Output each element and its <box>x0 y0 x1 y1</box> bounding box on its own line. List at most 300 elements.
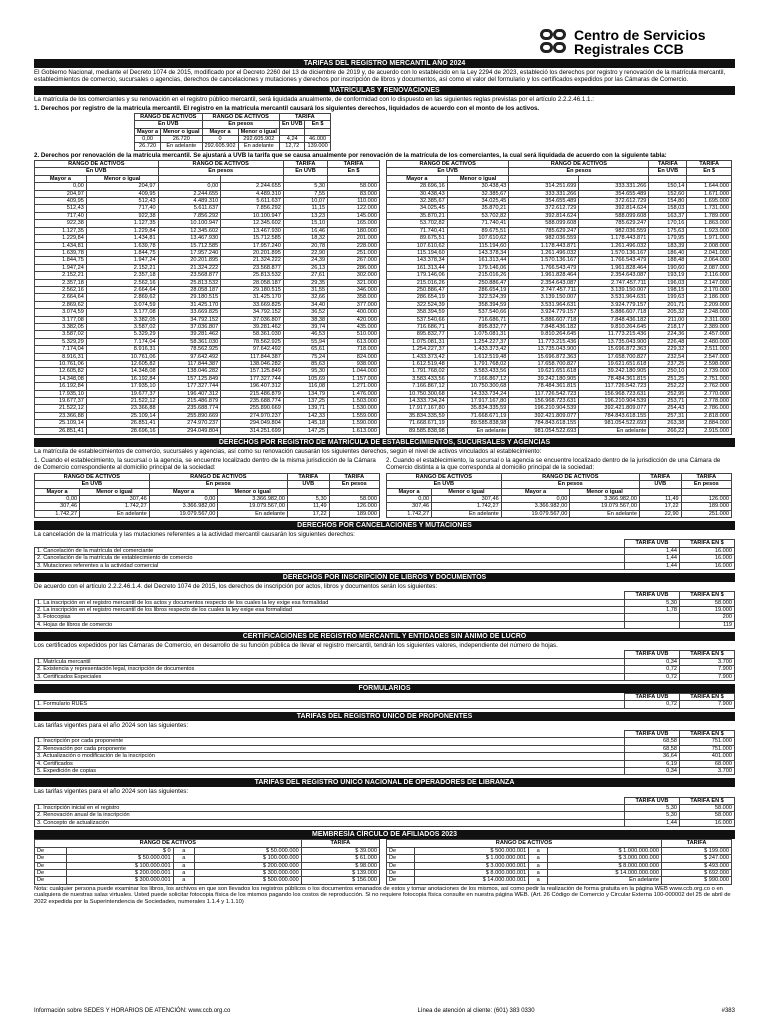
table-cell: 3.583.433,56 <box>447 368 509 375</box>
table-cell: 2. La inscripción en el registro mercantil de los libros respecto de los cuales la ley exige esa formalidad <box>35 606 625 613</box>
table-cell: 11.773.215.436 <box>579 331 649 338</box>
table-cell: 190,60 <box>649 264 687 271</box>
table-cell: 218,17 <box>649 323 687 330</box>
table-cell: 196.210.904.539 <box>579 398 649 405</box>
table-cell: 294.049.804 <box>221 420 284 427</box>
table-cell: 28.058.187 <box>158 286 221 293</box>
footer-info: Información sobre SEDES Y HORARIOS DE ATENCIÓN: www.ccb.org.co <box>34 1008 231 1014</box>
table-header <box>35 592 625 599</box>
libranza-table <box>34 797 735 828</box>
table-cell: 32.385,67 <box>387 198 448 205</box>
table-cell: a <box>529 855 548 862</box>
table-cell: 24,39 <box>283 257 327 264</box>
table-cell: 26.720 <box>161 136 202 143</box>
footer-phone: Línea de atención al cliente: (601) 383 0330 <box>417 1008 535 1014</box>
table-cell: 0,00 <box>35 495 80 502</box>
table-cell: 1.254.227,37 <box>447 338 509 345</box>
table-cell: 1.178.443.871 <box>579 235 649 242</box>
table-row <box>35 658 735 665</box>
table-cell: 1.947,24 <box>35 264 87 271</box>
table-cell: 39.281.462 <box>158 331 221 338</box>
table-cell: 20,78 <box>283 242 327 249</box>
table-row <box>387 398 732 405</box>
table-cell: 346.000 <box>328 286 380 293</box>
table-row <box>35 614 735 621</box>
table-header <box>287 488 329 495</box>
table-row <box>35 510 380 517</box>
table-cell: 25.813.532 <box>221 272 284 279</box>
table-cell: En adelante <box>161 143 202 150</box>
table-cell: 250.886,47 <box>387 286 448 293</box>
table-cell: 1.961.828.464 <box>579 264 649 271</box>
table-header: Mayor a <box>501 488 570 495</box>
table-cell: 895.832,77 <box>447 323 509 330</box>
membresia-table-right <box>386 839 732 884</box>
section-proponentes: TARIFAS DEL REGISTRO ÚNICO DE PROPONENTES <box>34 712 735 721</box>
table-header: TARIFA <box>301 840 379 847</box>
table-cell: 3.177,08 <box>35 316 87 323</box>
table-cell: 5.611.637 <box>158 205 221 212</box>
table-cell: 1,78 <box>625 606 680 613</box>
table-row <box>35 361 380 368</box>
table-row <box>35 390 380 397</box>
table-cell: 215.486.879 <box>158 398 221 405</box>
table-cell: 7.900 <box>680 666 735 673</box>
section-establecimientos: DERECHOS POR REGISTRO DE MATRÍCULA DE ESTABLECIMIENTOS, SUCURSALES Y AGENCIAS <box>34 438 735 447</box>
table-header <box>649 175 687 182</box>
table-cell: 250,10 <box>649 368 687 375</box>
formularios-table <box>34 693 735 709</box>
table-cell: 784.843.618.155 <box>509 420 579 427</box>
table-header <box>639 488 681 495</box>
table-cell: 2.739.000 <box>687 368 732 375</box>
table-cell: 3.583.433,56 <box>387 375 448 382</box>
table-cell: 1,44 <box>625 562 680 569</box>
table-cell: 19.079.567,00 <box>570 503 640 510</box>
table-cell: 35.834.335,59 <box>447 405 509 412</box>
table-cell: 19.079.567,00 <box>501 510 570 517</box>
table-row <box>35 331 380 338</box>
table-header <box>35 651 625 658</box>
table-cell: 1. La inscripción en el registro mercantil de los actos y documentos respecto de los cuales la ley exige esa formalidad <box>35 599 625 606</box>
table-cell: 198,15 <box>649 286 687 293</box>
table-header: RANGO DE ACTIVOS <box>158 161 283 168</box>
table-cell: 143.378,34 <box>447 249 509 256</box>
table-cell: 1.789.000 <box>687 212 732 219</box>
table-header: RANGO DE ACTIVOS <box>387 473 502 480</box>
table-cell: 2. Cancelación de la matrícula de establecimiento de comercio <box>35 555 625 562</box>
table-cell: $ 199.000 <box>661 847 731 854</box>
table-cell: 5.329,29 <box>86 331 158 338</box>
table-cell: 5,30 <box>625 805 680 812</box>
table-cell: a <box>529 847 548 854</box>
table-row <box>387 847 732 854</box>
table-cell: 7.166.867,12 <box>447 375 509 382</box>
table-cell: 1.127,35 <box>35 227 87 234</box>
table-cell: 201,71 <box>649 301 687 308</box>
table-cell: 2.064.000 <box>687 257 732 264</box>
table-cell: 2.664,64 <box>86 286 158 293</box>
table-cell: $ 500.000.000 <box>194 877 301 884</box>
table-row <box>387 301 732 308</box>
table-cell: 2. Existencia y representación legal, inscripción de documentos <box>35 666 625 673</box>
table-cell: 1.961.828.464 <box>509 272 579 279</box>
brand-line2: Registrales CCB <box>574 41 684 57</box>
table-header <box>35 694 625 701</box>
table-row <box>387 405 732 412</box>
table-cell: 294.049.804 <box>158 427 221 434</box>
table-cell: $ 3.000.000.001 <box>415 862 529 869</box>
table-cell: 189.000 <box>681 503 731 510</box>
table-header: Menor o igual <box>80 488 150 495</box>
table-cell: 107.610,62 <box>447 235 509 242</box>
table-cell: 179.146,06 <box>447 264 509 271</box>
table-cell: 17.917.167,80 <box>387 405 448 412</box>
table-cell: 117.844.387 <box>221 353 284 360</box>
table-cell: 16.000 <box>680 819 735 826</box>
table-cell: 1. Formulario RUES <box>35 701 625 708</box>
table-cell: 21.522,12 <box>86 398 158 405</box>
table-cell: En adelante <box>218 510 288 517</box>
table-header: RANGO DE ACTIVOS <box>35 473 150 480</box>
table-cell: 3.366.982,00 <box>218 495 288 502</box>
table-cell: 2.747.457.711 <box>579 279 649 286</box>
table-cell: 1.434,81 <box>35 242 87 249</box>
table-cell: 358.394,59 <box>387 309 448 316</box>
table-cell: 177.327.744 <box>221 375 284 382</box>
table-header: TARIFA UVB <box>625 592 680 599</box>
table-cell: 354.655.489 <box>509 198 579 205</box>
table-cell: 156.968.723.631 <box>509 398 579 405</box>
table-cell: 1.157.000 <box>328 375 380 382</box>
matricula-table <box>134 113 331 151</box>
section-text: La cancelación de la matrícula y las mutaciones referentes a la actividad mercantil causarán los siguientes derechos: <box>34 531 355 539</box>
table-cell: 358.394,59 <box>447 301 509 308</box>
table-cell: 232,54 <box>649 353 687 360</box>
table-cell: 58.000 <box>680 812 735 819</box>
table-row <box>35 503 380 510</box>
table-row <box>35 212 380 219</box>
table-header: RANGO DE ACTIVOS <box>35 161 159 168</box>
table-cell: 35.870,21 <box>387 212 448 219</box>
section-libros: DERECHOS POR INSCRIPCIÓN DE LIBROS Y DOCUMENTOS <box>34 573 735 582</box>
table-cell: 8.916,31 <box>35 353 87 360</box>
table-cell: 358.000 <box>328 294 380 301</box>
table-cell: 292.605.902 <box>202 143 238 150</box>
table-header <box>509 175 579 182</box>
table-cell: 5,30 <box>625 599 680 606</box>
table-header: TARIFA EN $ <box>680 540 735 547</box>
table-cell: 58.000 <box>680 805 735 812</box>
table-cell: 307,46 <box>35 503 80 510</box>
table-cell: 1.742,27 <box>35 510 80 517</box>
table-cell: 15.712.585 <box>158 242 221 249</box>
table-cell: 0,34 <box>625 658 680 665</box>
table-cell: 237,25 <box>649 361 687 368</box>
table-cell: 12.345.602 <box>158 227 221 234</box>
table-row <box>35 847 380 854</box>
table-cell: 1. Inscripción inicial en el registro <box>35 805 625 812</box>
table-cell: a <box>529 869 548 876</box>
table-cell: 333.331.266 <box>579 183 649 190</box>
table-cell: 2.751.000 <box>687 375 732 382</box>
table-cell: 226,48 <box>649 338 687 345</box>
table-cell: 71.740,41 <box>447 220 509 227</box>
table-header: Mayor a <box>387 488 432 495</box>
table-cell: 1.791.768,02 <box>447 361 509 368</box>
table-cell: 31.425.170 <box>158 301 221 308</box>
table-cell: 1.044.000 <box>328 368 380 375</box>
table-cell: 68,58 <box>625 745 680 752</box>
table-cell: 58.000 <box>680 599 735 606</box>
table-cell: 588.099.608 <box>579 212 649 219</box>
table-cell: $ 0 <box>66 847 173 854</box>
table-cell: 2.884.000 <box>687 420 732 427</box>
table-cell: 1.127,35 <box>86 220 158 227</box>
table-cell: 3.074,59 <box>35 309 87 316</box>
table-row <box>35 316 380 323</box>
table-cell: 19.000 <box>680 606 735 613</box>
table-cell: 512,43 <box>86 198 158 205</box>
table-row <box>387 412 732 419</box>
ccb-logo <box>540 28 706 56</box>
table-cell: 122.000 <box>328 205 380 212</box>
table-header: TARIFA <box>661 840 731 847</box>
table-cell: 982.036.559 <box>509 235 579 242</box>
table-header: UVB <box>639 481 681 488</box>
table-cell: 58.000 <box>329 495 379 502</box>
table-header: RANGO DE ACTIVOS <box>35 840 302 847</box>
table-cell: 1.971.000 <box>687 235 732 242</box>
table-header: TARIFA EN $ <box>680 731 735 738</box>
table-cell: 1.503.000 <box>328 398 380 405</box>
section-text: Las tarifas vigentes para el año 2024 son las siguientes: <box>34 721 189 729</box>
table-cell: 71.668.671,19 <box>447 412 509 419</box>
table-cell: 26.720 <box>135 143 161 150</box>
table-cell: 751.000 <box>680 745 735 752</box>
table-cell: 11.773.215.436 <box>509 338 579 345</box>
table-cell: 68.000 <box>680 760 735 767</box>
table-cell: $ 100.000.000 <box>194 855 301 862</box>
table-cell: 147,25 <box>283 427 327 434</box>
table-cell: 2.480.000 <box>687 338 732 345</box>
table-cell: 12,72 <box>279 143 305 150</box>
table-cell: 16.000 <box>680 547 735 554</box>
table-header: TARIFA <box>639 473 681 480</box>
table-cell: 117.726.542.723 <box>509 390 579 397</box>
table-header: En UVB <box>387 481 502 488</box>
table-cell: 1.261.496.032 <box>579 242 649 249</box>
table-cell: 1.731.000 <box>687 205 732 212</box>
table-row <box>35 427 380 434</box>
table-cell: De <box>387 847 415 854</box>
table-cell: 717,40 <box>86 205 158 212</box>
table-cell: $ 247.000 <box>661 855 731 862</box>
table-row <box>35 862 380 869</box>
table-cell: 392.421.809.077 <box>509 412 579 419</box>
table-header: RANGO DE ACTIVOS <box>501 473 639 480</box>
table-cell: 322.524,39 <box>387 301 448 308</box>
table-cell: 5. Expedición de copias <box>35 768 625 775</box>
table-cell: 895.832,77 <box>387 331 448 338</box>
table-cell: 2.152,21 <box>35 272 87 279</box>
table-cell: 36,52 <box>283 309 327 316</box>
table-cell: 392.421.809.077 <box>579 405 649 412</box>
section-libranza: TARIFAS DEL REGISTRO ÚNICO NACIONAL DE OPERADORES DE LIBRANZA <box>34 778 735 787</box>
table-cell: 32,66 <box>283 294 327 301</box>
proponentes-table <box>34 730 735 775</box>
table-cell: 117.726.542.723 <box>579 383 649 390</box>
table-row <box>387 279 732 286</box>
table-cell: $ 200.000.000 <box>194 862 301 869</box>
table-cell: 13,23 <box>283 212 327 219</box>
table-row <box>387 862 732 869</box>
table-cell: 15.696.872.363 <box>509 353 579 360</box>
table-cell: 228.000 <box>328 242 380 249</box>
table-cell: 193,19 <box>649 272 687 279</box>
table-cell: 68,58 <box>625 738 680 745</box>
table-cell: 1.766.543.479 <box>579 257 649 264</box>
table-cell: 46,53 <box>283 331 327 338</box>
table-cell: 1,44 <box>625 555 680 562</box>
table-cell: 307,46 <box>80 495 150 502</box>
table-cell: 2.209.000 <box>687 301 732 308</box>
table-cell: 89.585.838,98 <box>447 420 509 427</box>
table-cell: 254,43 <box>649 405 687 412</box>
table-cell: 20.201.895 <box>158 257 221 264</box>
table-cell: 409,95 <box>35 198 87 205</box>
table-row <box>387 198 732 205</box>
table-cell: 333.331.266 <box>509 190 579 197</box>
table-cell: 1.559.000 <box>328 412 380 419</box>
table-row <box>35 346 380 353</box>
table-row <box>35 753 735 760</box>
table-cell: 200 <box>680 614 735 621</box>
table-row <box>35 855 380 862</box>
table-header <box>328 175 380 182</box>
section-formularios: FORMULARIOS <box>34 684 735 693</box>
table-row <box>387 495 732 502</box>
table-cell: 1.613.000 <box>328 427 380 434</box>
th: Mayor a <box>202 128 238 135</box>
table-header: TARIFA UVB <box>625 694 680 701</box>
table-cell: 16.192,84 <box>35 383 87 390</box>
table-cell: 71.668.671,19 <box>387 420 448 427</box>
table-cell: 53.702,82 <box>387 220 448 227</box>
table-cell: 1.791.768,02 <box>387 368 448 375</box>
table-cell: 16.000 <box>680 562 735 569</box>
table-cell: 1.178.443.871 <box>509 242 579 249</box>
table-cell: 3.382,05 <box>35 323 87 330</box>
table-cell: 2.087.000 <box>687 264 732 271</box>
table-cell: 116,08 <box>283 383 327 390</box>
table-header <box>158 175 221 182</box>
table-cell: 255.890.669 <box>158 412 221 419</box>
table-header <box>329 488 379 495</box>
table-header <box>35 731 625 738</box>
table-cell: 10.100.947 <box>221 212 284 219</box>
table-cell: 1.612.519,48 <box>387 361 448 368</box>
table-header <box>35 540 625 547</box>
table-cell: 13.735.043.900 <box>579 338 649 345</box>
table-header: Mayor a <box>387 175 448 182</box>
table-cell: 157.125.849 <box>158 375 221 382</box>
table-cell: 139.000 <box>305 143 330 150</box>
table-header: En pesos <box>329 481 379 488</box>
table-cell: 28.058.187 <box>221 279 284 286</box>
table-cell: 36,64 <box>625 753 680 760</box>
table-header: En pesos <box>501 481 639 488</box>
table-cell: a <box>173 855 194 862</box>
section-text: 2. Cuando el establecimiento, la sucursal o la agencia se encuentre localizado dentro de la jurisdicción de una Cámara de Comercio distinta a la que corresponda al domicilio principal de la sociedad: <box>386 457 721 472</box>
table-cell: 15.712.585 <box>221 235 284 242</box>
table-cell: 2.116.000 <box>687 272 732 279</box>
table-cell: De <box>387 855 415 862</box>
table-row <box>387 383 732 390</box>
table-cell: 1.433.373,42 <box>447 346 509 353</box>
table-row <box>35 353 380 360</box>
table-row <box>387 205 732 212</box>
table-cell: 4.489.310 <box>158 198 221 205</box>
table-row <box>35 673 735 680</box>
table-cell: De <box>35 869 67 876</box>
table-cell: 2.457.000 <box>687 331 732 338</box>
section-text: 1. Cuando el establecimiento, la sucursal o la agencia, se encuentre localizado dentro de la misma jurisdicción de la Cámara de Comercio correspondiente al domicilio principal de la sociedad: <box>34 457 376 472</box>
table-cell: $ 200.000.001 <box>66 869 173 876</box>
table-header: En UVB <box>35 481 150 488</box>
table-cell: 613.000 <box>328 338 380 345</box>
table-cell: 12.605,82 <box>35 368 87 375</box>
table-cell: 3.366.982,00 <box>501 503 570 510</box>
table-cell: 3.139.150.007 <box>509 294 579 301</box>
table-row <box>387 294 732 301</box>
table-cell: 1.075.081,31 <box>387 338 448 345</box>
table-cell: 1.671.000 <box>687 190 732 197</box>
table-row <box>35 272 380 279</box>
libros-table <box>34 591 735 629</box>
table-cell: 71.740,41 <box>387 227 448 234</box>
table-cell: a <box>173 862 194 869</box>
table-cell: 409,95 <box>86 190 158 197</box>
table-row <box>387 309 732 316</box>
table-cell: 1.844,75 <box>86 249 158 256</box>
table-cell: 204,97 <box>35 190 87 197</box>
table-cell: 10.100.947 <box>158 220 221 227</box>
table-cell: 177.327.744 <box>158 383 221 390</box>
ccb-logo-icon <box>540 29 568 55</box>
table-cell: 78.562.925 <box>158 346 221 353</box>
table-cell: 138.046.282 <box>221 361 284 368</box>
table-row <box>35 738 735 745</box>
table-cell: 400.000 <box>328 309 380 316</box>
table-cell: $ 493.000 <box>661 862 731 869</box>
table-cell: 150,14 <box>649 183 687 190</box>
table-cell: 21.324.222 <box>158 264 221 271</box>
table-cell: 0,00 <box>501 495 570 502</box>
table-cell: 9.810.264.645 <box>509 331 579 338</box>
table-row <box>35 323 380 330</box>
table-cell: 205,32 <box>649 309 687 316</box>
establecimientos-table-left <box>34 473 380 518</box>
table-cell: 251.000 <box>681 510 731 517</box>
table-cell: 23.568.877 <box>158 272 221 279</box>
table-cell: 31.425.170 <box>221 294 284 301</box>
table-cell: 3.177,08 <box>86 309 158 316</box>
table-cell: 716.686,71 <box>387 323 448 330</box>
footer <box>34 1008 735 1014</box>
table-cell: 7.174,04 <box>86 338 158 345</box>
table-row <box>35 420 380 427</box>
